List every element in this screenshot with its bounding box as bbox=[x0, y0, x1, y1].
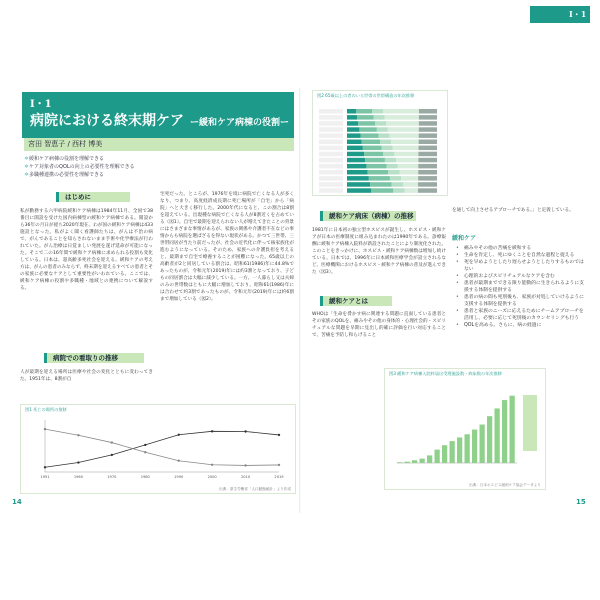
data-point bbox=[144, 444, 146, 446]
stacked-bar-segment bbox=[371, 188, 393, 193]
x-tick-label: 2019 bbox=[274, 475, 284, 479]
x-tick-label: 1980 bbox=[140, 475, 150, 479]
care-bullet: • QOLを高める。さらに、病の経過に bbox=[456, 322, 586, 329]
stacked-bar-segment bbox=[347, 182, 370, 187]
figure2-frame bbox=[312, 90, 448, 196]
stacked-bar-segment bbox=[419, 121, 437, 126]
second-column-paragraph: 宅死だった。ところが、1976年を境に病院で亡くなる人が多くなり、つまり、高度経済成長期に死亡場所が「自宅」から「病院」へと大きく移行した。2000年代になると、この割合は8割を超えている。出現種な病院で亡くなる人が8割近くを占めている（図1）。自宅で最期を迎えられない人が増えてきたことの背景にはさまざまな事情があるが、家族の関係や介護者不在などの事情からも病院を選ばざるを得ない現状がある。かつて三世帯、三世帯同居が当たり前だったが、社会の近代化に伴って核家族化が進むようになっている。そのため、家族への介護負担を考えると、最期まで自宅で療養することが困難になった。65歳以上の高齢者が2と同居している割合は、昭和61(1986)年に44.8%であったものが、令和元年(2019)年には約3割となっており、子どもの同居割合は大幅に減少している。一方、一人暮らし又は夫婦のみの世帯数はともに大幅に増加しており、昭和61(1986)年には合わせて約3割であったものが、令和元年(2019)年には約6割まで増加している（図2）。 bbox=[160, 192, 294, 302]
bar bbox=[450, 441, 455, 463]
stacked-bar-segment bbox=[418, 164, 437, 169]
stacked-bar-segment bbox=[377, 127, 388, 132]
data-point bbox=[44, 428, 46, 430]
figure3-chart bbox=[385, 379, 543, 477]
row-label-box bbox=[319, 176, 343, 181]
row-label-box bbox=[319, 152, 343, 157]
bar bbox=[465, 434, 470, 463]
chapter-title bbox=[30, 110, 289, 130]
stacked-bar-segment bbox=[403, 182, 418, 187]
row-label-box bbox=[319, 140, 343, 145]
bar bbox=[457, 437, 462, 463]
stacked-bar-segment bbox=[418, 152, 437, 157]
data-point bbox=[211, 464, 213, 466]
stacked-bar-segment bbox=[419, 140, 437, 145]
stacked-bar-segment bbox=[393, 188, 404, 193]
page-gutter bbox=[299, 88, 301, 513]
x-tick-label: 2000 bbox=[207, 475, 217, 479]
stacked-bar-segment bbox=[347, 140, 362, 145]
stacked-bar-segment bbox=[389, 133, 418, 138]
stacked-bar-segment bbox=[347, 176, 369, 181]
bar bbox=[435, 450, 440, 463]
stacked-bar-segment bbox=[347, 152, 364, 157]
stacked-bar-segment bbox=[359, 127, 376, 132]
bar bbox=[397, 462, 402, 463]
stacked-bar-segment bbox=[418, 176, 437, 181]
figure1-frame bbox=[20, 404, 296, 494]
stacked-bar-segment bbox=[418, 170, 437, 175]
stacked-bar-segment bbox=[393, 146, 419, 151]
bar bbox=[495, 408, 500, 463]
x-tick-label: 1960 bbox=[73, 475, 84, 479]
bar bbox=[510, 396, 515, 463]
data-point bbox=[77, 461, 79, 463]
stacked-bar-segment bbox=[368, 170, 389, 175]
data-point bbox=[211, 430, 213, 432]
stacked-bar-segment bbox=[382, 146, 393, 151]
stacked-bar-segment bbox=[347, 170, 368, 175]
intro-paragraph: 私が勤務する六甲病院緩和ケア病棟は1984年11月、全国で38番目に開設を受けた国内病棟型の緩和ケア病棟である。開設から36年の月日が経ち2020年現在、わが国の緩和ケア病棟は433施設となった。私がよく聞く看護師たちは、がんは不治の病で、がんであることを知らされないまま手術や化学療法が行われていた。がん治療は日覚ましい発展を遂げ延命が可能になった。そこで二の16年間で緩和ケア病棟に求められる役割も変化している。日本は、超高齢多死社会を迎える。緩和ケアの考え方は、がんの患者のみならず、終末期を迎えるすべての患者とその家族に必要なケアとして重要性がいわれている。ここでは、緩和ケア病棟の役割や多職種・地域との連携について解説する。 bbox=[20, 209, 153, 291]
data-point bbox=[111, 454, 113, 456]
title-text: 病院における終末期ケア bbox=[30, 113, 184, 129]
stacked-bar-segment bbox=[347, 121, 358, 126]
figure1-title: 図1 死亡の場所の推移 bbox=[25, 407, 67, 412]
stacked-bar-segment bbox=[383, 109, 419, 114]
definition-continued: を通して向上させるアプローチである。」と定義している。 bbox=[452, 208, 574, 213]
stacked-bar-segment bbox=[394, 152, 418, 157]
bar bbox=[480, 425, 485, 463]
stacked-bar-segment bbox=[369, 176, 390, 181]
stacked-bar-segment bbox=[357, 115, 374, 120]
row-label-box bbox=[319, 164, 343, 169]
data-point bbox=[178, 460, 180, 462]
stacked-bar-segment bbox=[418, 158, 437, 163]
row-label-box bbox=[319, 121, 343, 126]
page-number-right: 15 bbox=[576, 498, 586, 506]
row-label-box bbox=[319, 133, 343, 138]
stacked-bar-segment bbox=[418, 182, 437, 187]
data-point bbox=[111, 441, 113, 443]
care-bullet-list bbox=[456, 245, 586, 361]
stacked-bar-segment bbox=[383, 152, 394, 157]
bar bbox=[502, 400, 507, 463]
row-label-box bbox=[319, 182, 343, 187]
stacked-bar-segment bbox=[418, 188, 437, 193]
row-label-box bbox=[319, 158, 343, 163]
bar bbox=[427, 455, 432, 463]
bar bbox=[442, 445, 447, 463]
care-bullet: • 痛みやその他の苦痛を緩和する bbox=[456, 245, 586, 252]
row-label-box bbox=[319, 127, 343, 132]
right-page bbox=[300, 88, 592, 513]
what-is-heading: 緩和ケアとは bbox=[320, 296, 392, 306]
data-point bbox=[278, 464, 280, 466]
what-is-paragraph: WHOは「生命を脅かす病に関連する問題に直面している患者とその家族のQOLを、痛みやその他の身体的・心理社会的・スピリチュアルな問題を早期に見出し的確に評価を行い対応することで、苦痛を予防し和らげること bbox=[312, 312, 446, 338]
stacked-bar-segment bbox=[366, 164, 386, 169]
stacked-bar-segment bbox=[362, 140, 380, 145]
stacked-bar-segment bbox=[347, 188, 371, 193]
figure1-note: 出典：厚生労働省「人口動態統計」より作成 bbox=[219, 487, 291, 491]
data-point bbox=[178, 434, 180, 436]
stacked-bar-segment bbox=[363, 146, 382, 151]
stacked-bar-segment bbox=[365, 158, 385, 163]
stacked-bar-segment bbox=[347, 109, 356, 114]
stacked-bar-segment bbox=[419, 127, 437, 132]
stacked-bar-segment bbox=[387, 164, 398, 169]
bar bbox=[420, 459, 425, 463]
intro-heading: はじめに bbox=[56, 192, 130, 202]
stacked-bar-segment bbox=[358, 121, 375, 126]
stacked-bar-segment bbox=[419, 146, 437, 151]
care-bullet: • 死を早めようとしたり遅らせようとしたりするものではない bbox=[456, 259, 586, 273]
data-point bbox=[278, 434, 280, 436]
figure3-title: 図3 緩和ケア病棟入院料届出受理施設数・病床数の年次推移 bbox=[389, 371, 502, 376]
stacked-bar-segment bbox=[390, 176, 401, 181]
stacked-bar-segment bbox=[347, 115, 357, 120]
bar bbox=[412, 460, 417, 463]
palliative-ward-heading: 緩和ケア病床（病棟）の推移 bbox=[320, 211, 416, 221]
stacked-bar-segment bbox=[388, 170, 399, 175]
stacked-bar-segment bbox=[385, 158, 396, 163]
objective-item: ＊ ケア対象者のQOLの向上の必要性を理解できる bbox=[24, 163, 135, 171]
data-point bbox=[244, 464, 246, 466]
stacked-bar-segment bbox=[347, 146, 363, 151]
x-tick-label: 1990 bbox=[174, 475, 184, 479]
stacked-bar-segment bbox=[347, 158, 365, 163]
stacked-bar-segment bbox=[385, 115, 419, 120]
row-label-box bbox=[319, 170, 343, 175]
figure1-chart bbox=[21, 414, 293, 484]
row-label-box bbox=[319, 146, 343, 151]
stacked-bar-segment bbox=[364, 152, 383, 157]
row-label-box bbox=[319, 109, 343, 114]
stacked-bar-segment bbox=[419, 115, 437, 120]
stacked-bar-segment bbox=[370, 182, 392, 187]
care-bullet: • 患者が最期までできる限り能動的に生きられるように支援する体制を提供する bbox=[456, 280, 586, 294]
palliative-ward-paragraph: 1981年に日本初の独立型ホスピスが誕生し、ホスピス・緩和ケアが日本の医療制度に組み込まれたのは1990年である。診療報酬に緩和ケア病棟入院料が新設されたことにより制度化された。このことをきっかけに、ホスピス・緩和ケア病棟数は増加し続けている。日本では、1996年に日本緩和医療学会が設立されるなど、医療機関におけるホスピス・緩和ケア病棟の普及が進んできた（図3）。 bbox=[312, 228, 446, 275]
left-page bbox=[8, 88, 300, 513]
running-head-tab bbox=[530, 6, 590, 23]
stacked-bar-segment bbox=[392, 182, 403, 187]
data-point bbox=[144, 451, 146, 453]
stacked-bar-segment bbox=[347, 133, 361, 138]
objective-item: ＊ 緩和ケア病棟の役割を理解できる bbox=[24, 155, 135, 163]
series-line bbox=[45, 431, 279, 467]
care-bullet: • 心理的およびスピリチュアルなケアを含む bbox=[456, 273, 586, 280]
bar bbox=[472, 430, 477, 463]
stacked-bar-segment bbox=[419, 109, 437, 114]
legend-box bbox=[523, 395, 537, 451]
running-head-label: I・1 bbox=[569, 9, 587, 19]
stacked-bar-segment bbox=[374, 115, 385, 120]
stacked-bar-segment bbox=[375, 121, 386, 126]
stacked-bar-segment bbox=[380, 140, 391, 145]
x-tick-label: 2010 bbox=[240, 475, 251, 479]
data-point bbox=[244, 430, 246, 432]
care-bullet: • 生命を肯定し、死にゆくことを自然な過程と捉える bbox=[456, 252, 586, 259]
stacked-bar-segment bbox=[401, 176, 418, 181]
stacked-bar-segment bbox=[405, 188, 418, 193]
stacked-bar-segment bbox=[388, 127, 419, 132]
figure2-title: 図2 65歳以上の者のいる世帯の世帯構造の年次推移 bbox=[317, 93, 415, 98]
stacked-bar-segment bbox=[378, 133, 389, 138]
author-line: 宮田 智恵子 / 西村 博美 bbox=[24, 138, 294, 151]
data-point bbox=[77, 434, 79, 436]
stacked-bar-segment bbox=[396, 158, 418, 163]
data-point bbox=[44, 466, 46, 468]
stacked-bar-segment bbox=[347, 127, 359, 132]
death-place-heading: 病院での看取りの推移 bbox=[44, 353, 144, 363]
stacked-bar-segment bbox=[372, 109, 383, 114]
stacked-bar-segment bbox=[398, 164, 419, 169]
stacked-bar-segment bbox=[386, 121, 419, 126]
stacked-bar-segment bbox=[356, 109, 372, 114]
row-label-box bbox=[319, 115, 343, 120]
stacked-bar-segment bbox=[400, 170, 419, 175]
subtitle-text: ー緩和ケア病棟の役割ー bbox=[190, 118, 290, 128]
page-number-left: 14 bbox=[12, 498, 22, 506]
care-bullet: • 患者の病の間も死別後も、家族が対処していけるように支援する体制を提供する bbox=[456, 294, 586, 308]
stacked-bar-segment bbox=[419, 133, 437, 138]
figure2-chart bbox=[313, 99, 445, 193]
chapter-label: I・1 bbox=[30, 99, 52, 110]
objective-list bbox=[24, 155, 135, 179]
objective-item: ＊ 多職種連携の必要性を理解できる bbox=[24, 171, 135, 179]
series-line bbox=[45, 429, 279, 465]
stacked-bar-segment bbox=[391, 140, 419, 145]
bar bbox=[405, 462, 410, 463]
stacked-bar-segment bbox=[347, 164, 366, 169]
bar bbox=[487, 416, 492, 463]
figure3-frame bbox=[384, 368, 546, 490]
x-tick-label: 1951 bbox=[40, 475, 50, 479]
palliative-care-subheading: 緩和ケア bbox=[452, 235, 477, 242]
x-tick-label: 1970 bbox=[107, 475, 117, 479]
death-place-paragraph: 人が最期を迎える場所は医療や社会の変化とともに変わってきた。1951年は、8割が自 bbox=[20, 370, 153, 382]
figure3-note: 出典：日本ホスピス緩和ケア協会データより bbox=[469, 483, 541, 487]
care-bullet: • 患者と家族のニーズに応えるためにチームアプローチを活用し、必要に応じて死別後のカウンセリングも行う bbox=[456, 308, 586, 322]
row-label-box bbox=[319, 188, 343, 193]
stacked-bar-segment bbox=[361, 133, 379, 138]
